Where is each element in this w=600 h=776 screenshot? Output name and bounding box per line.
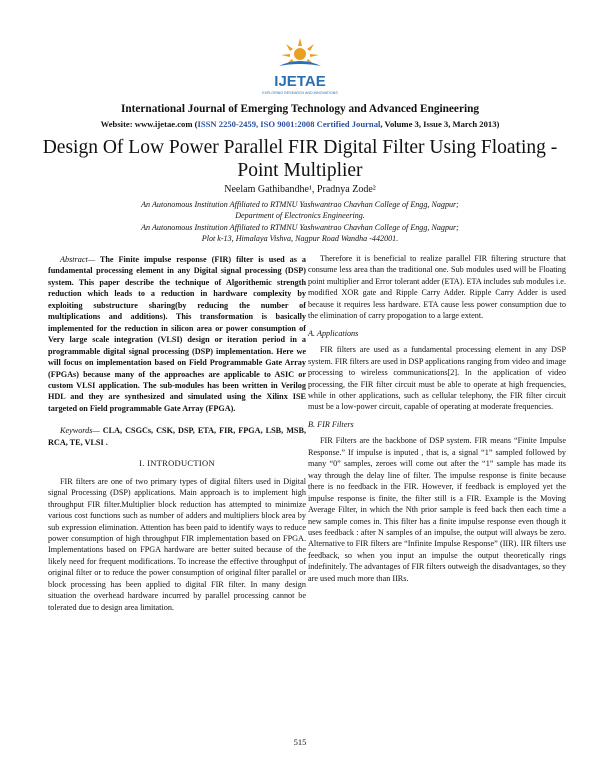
website-line bbox=[0, 119, 600, 129]
keywords-text: CLA, CSGCs, CSK, DSP, ETA, FIR, FPGA, LSB, MSB, RCA, TE, VLSI . bbox=[48, 426, 306, 447]
applications-paragraph: FIR filters are used as a fundamental processing element in any DSP system. FIR filters are used in DSP applications ranging from video and image processing to wireless communications[2]. In the application of video processing, the FIR filter circuit must be able to operate at high frequencies, while in other applications, such as cellular telephony, the FIR filter circuit must be a low-power circuit, capable of operating at moderate frequencies. bbox=[308, 345, 566, 412]
abstract-label: Abstract— bbox=[60, 255, 96, 264]
keywords-label: Keywords— bbox=[60, 426, 100, 436]
website-suffix: , Volume 3, Issue 3, March 2013) bbox=[380, 119, 500, 129]
right-column bbox=[308, 253, 566, 584]
page-number: 515 bbox=[293, 737, 307, 747]
fir-filters-paragraph: FIR Filters are the backbone of DSP system. FIR means “Finite Impulse Response.” If impulse is inputed , that is, a signal “1” sampled followed by many “0” samples, zeroes will come out after the “1” sample has made its way through the delay line of filter. The impulse response is finite because there is no feedback in the FIR. However, if feedback is employed yet the impulse response is finite, the filter still is a FIR. Example is the Moving Average Filter, in which the Nth prior sample is feed back then each time a new sample comes in. This filter has a finite impulse response even though it uses feedback : after N samples of an impulse, the output will always be zero. Alternative to FIR filters are “Infinite Impulse Response” (IIR). IIR filters use feedback, so when you input an impulse the output theoretically rings indefinitely. The advantages of FIR filters outweigh the disadvantages, so they are used much more than IIRs. bbox=[308, 436, 566, 583]
affiliation-line: Plot k-13, Himalaya Vishva, Nagpur Road Wandha -442001. bbox=[201, 234, 399, 244]
affiliation-line: An Autonomous Institution Affiliated to RTMNU Yashwantrao Chavhan College of Engg, Nagpur; bbox=[141, 222, 459, 232]
affiliations bbox=[60, 199, 540, 245]
abstract bbox=[48, 254, 306, 414]
authors: Neelam Gathibandhe¹, Pradnya Zode² bbox=[224, 184, 376, 195]
logo-text: IJETAE bbox=[274, 73, 326, 90]
issn-link[interactable]: ISSN 2250-2459, ISO 9001:2008 Certified Journal bbox=[197, 119, 381, 129]
journal-logo-icon bbox=[261, 36, 339, 96]
introduction-paragraph: FIR filters are one of two primary types of digital filters used in Digital signal Processing (DSP) applications. Main approach is to implement high throughput FIR filter.Multiplier block reduction has attempted to minimize various cost functions such as number of adders and multipliers block area by sub expression elimination. Attention has been paid to identify ways to reduce power consumption of high throughput FIR implementation based on FPGA. Implementations based on FPGA hardware are better suited because of the likely need for frequent modifications. To increase the effective throughput of original filter or to reduce the power consumption of original filter parallel or block processing has been applied to digital FIR filter. In many design situation the overhead hardware incurred by parallel processing cannot be tolerated due to design area limitation. bbox=[48, 476, 306, 612]
subsection-heading-applications: A. Applications bbox=[308, 328, 359, 338]
paper-title: Design Of Low Power Parallel FIR Digital Filter Using Floating - Point Multiplier bbox=[42, 137, 558, 181]
intro-continuation-paragraph: Therefore it is beneficial to realize parallel FIR filtering structure that consume less area than the traditional one. Sub modules used will be Floating point multiplier and Error tolerant adder (ETA). ETA includes sub modules i.e. modified XOR gate and Ripple Carry Adder. Ripple Carry Adder is used because it requires less hardware. ETA cause less power consumption due to the elimination of carry propogation to a large extent. bbox=[308, 254, 566, 321]
left-column bbox=[48, 254, 306, 613]
section-heading-introduction: I. INTRODUCTION bbox=[139, 458, 215, 469]
keywords bbox=[48, 425, 306, 448]
logo-tagline: EXPLORING RESEARCH AND INNOVATIONS bbox=[262, 91, 338, 95]
affiliation-line: Department of Electronics Engineering. bbox=[235, 211, 365, 221]
journal-title: International Journal of Emerging Technology and Advanced Engineering bbox=[120, 103, 480, 115]
website-prefix: Website: www.ijetae.com ( bbox=[100, 119, 198, 129]
subsection-heading-fir-filters: B. FIR Filters bbox=[308, 419, 354, 429]
journal-logo bbox=[261, 36, 339, 96]
abstract-text: The Finite impulse response (FIR) filter is used as a fundamental processing element in any Digital signal processing (DSP) system. This paper describe the technique of Algorithemic strength reduction which leads to a reduction in hardware complexity by exploiting substructure sharing(by reducing the number of multiplications and additions). This transformation is basically implemented for the reduction in silicon area or power consumption of Very large scale integration (VLSI) design or iteration period in a programmable digital signal processing (DSP) implementation. Here we will focus on implementation based on Field Programmable Gate Array (FPGAs) because many of the approaches are applicable to ASIC or custom VLSI application. The sub-modules has been written in Verilog HDL and they are synthesized and simulated using the Xilinx ISE targeted on Field programmable Gate Array (FPGA). bbox=[48, 255, 306, 413]
affiliation-line: An Autonomous Institution Affiliated to RTMNU Yashwantrao Chavhan College of Engg, Nagpur; bbox=[141, 200, 459, 209]
